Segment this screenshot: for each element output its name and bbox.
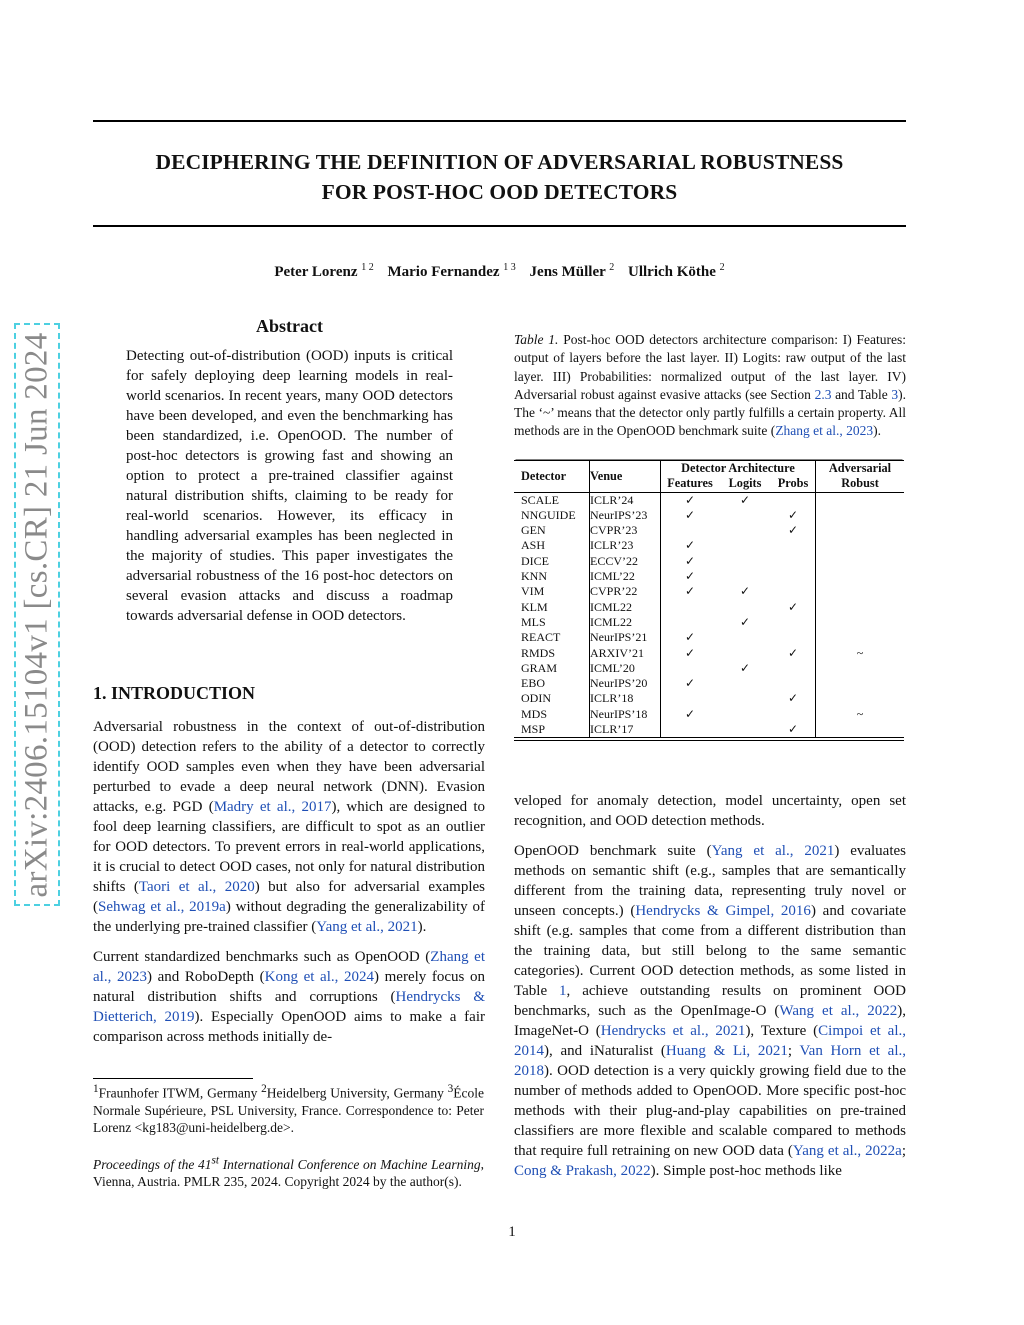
header-probs: Probs <box>771 476 816 492</box>
arxiv-stamp-text: arXiv:2406.15104v1 [cs.CR] 21 Jun 2024 <box>18 331 55 898</box>
probs-cell <box>771 538 816 553</box>
citation-link[interactable]: Hendrycks & Dietterich, 2019 <box>93 989 485 1025</box>
table-body <box>514 492 904 737</box>
title-line-2: FOR POST-HOC OOD DETECTORS <box>321 180 678 204</box>
citation-link[interactable]: Cong & Prakash, 2022 <box>514 1163 651 1179</box>
intro-paragraph-1: Adversarial robustness in the context of out-of-distribution (OOD) detection refers to the ability of a detector to correctly identify OOD samples even when they have been adversarial perturbed to evade a deep neural network (DNN). Evasion attacks, e.g. PGD (Madry et al., 2017), which are designed to fool deep learning classifiers, are difficult to spot as an outlier for OOD detectors. To prevent errors in real-world applications, it is crucial to detect OOD cases, not only for natural distribution shifts (Taori et al., 2020) but also for adversarial examples (Sehwag et al., 2019a) without degrading the generalizability of the underlying pre-trained classifier (Yang et al., 2021). <box>93 719 486 935</box>
probs-cell <box>771 661 816 676</box>
table-row <box>514 615 904 630</box>
probs-cell: ✓ <box>771 722 816 737</box>
table-bottom-double-rule <box>514 737 904 741</box>
robust-cell <box>816 523 905 538</box>
features-cell: ✓ <box>684 492 696 507</box>
table-row <box>514 722 904 737</box>
intro-paragraph-2: Current standardized benchmarks such as OpenOOD (Zhang et al., 2023) and RoboDepth (Kong et al., 2024) merely focus on natural distribution shifts and corruptions (Hendrycks & Dietterich, 2019). Especially OpenOOD aims to make a fair comparison across methods initially de- <box>93 949 486 1045</box>
table-caption: Table 1. Post-hoc OOD detectors architecture comparison: I) Features: output of layers before the last layer. II) Logits: raw output of the last layer. III) Probabilities: normalized output of the last layer. IV) Adversarial robust against evasive attacks (see Section 2.3 and Table 3). The ‘~’ means that the detector only partly fulfills a certain property. All methods are in the OpenOOD benchmark suite (Zhang et al., 2023). <box>514 332 907 439</box>
detector-cell: ASH <box>514 538 590 553</box>
detector-cell: ODIN <box>514 691 590 706</box>
venue-cell: ICLR’23 <box>590 538 661 553</box>
features-cell: ✓ <box>684 645 696 660</box>
author: Ullrich Köthe $^2$ <box>628 262 725 280</box>
robust-cell <box>816 508 905 523</box>
venue-cell: ICLR’17 <box>590 722 661 737</box>
detector-cell: KLM <box>514 600 590 615</box>
header-venue: Venue <box>590 461 661 493</box>
robust-cell <box>816 722 905 737</box>
venue-cell: ICLR’18 <box>590 691 661 706</box>
citation-link[interactable]: Yang et al., 2021 <box>316 919 418 935</box>
citation-link[interactable]: Taori et al., 2020 <box>138 879 255 895</box>
citation-link[interactable]: Zhang et al., 2023 <box>775 423 874 439</box>
author-list <box>93 262 906 281</box>
features-cell <box>661 661 720 676</box>
detector-cell: MSP <box>514 722 590 737</box>
robust-cell <box>816 569 905 584</box>
header-features: Features <box>667 476 713 491</box>
table-row <box>514 492 904 508</box>
citation-link[interactable]: Wang et al., 2022 <box>779 1003 898 1019</box>
abstract-text: Detecting out-of-distribution (OOD) inputs is critical for safely deploying deep learning models in real-world scenarios. In recent years, many OOD detectors have been developed, and even the benchmarking has been standardized, i.e. OpenOOD. The number of post-hoc detectors is growing fast and showing an option to protect a pre-trained classifier against natural distribution shifts, claiming to be ready for real-world scenarios. However, its efficacy in handling adversarial examples has been neglected in the majority of studies. This paper investigates the adversarial robustness of the 16 post-hoc detectors on several evasion attacks and discuss a roadmap towards adversarial defense in OOD detectors. <box>126 348 453 624</box>
venue-cell: NeurIPS’20 <box>590 676 661 691</box>
logits-cell <box>719 691 771 706</box>
arxiv-stamp[interactable] <box>14 323 60 906</box>
venue-cell: NeurIPS’18 <box>590 707 661 722</box>
abstract-heading: Abstract <box>256 316 323 336</box>
author: Mario Fernandez $^{1 3}$ <box>387 262 516 280</box>
features-cell: ✓ <box>684 706 696 721</box>
venue-cell: ECCV’22 <box>590 554 661 569</box>
features-cell: ✓ <box>684 569 696 584</box>
logits-cell <box>719 569 771 584</box>
probs-cell: ✓ <box>771 691 816 706</box>
features-cell: ✓ <box>684 676 696 691</box>
robust-cell <box>816 584 905 599</box>
introduction-heading: 1. INTRODUCTION <box>93 683 256 703</box>
features-cell <box>661 523 720 538</box>
author: Peter Lorenz $^{1 2}$ <box>274 262 374 280</box>
table-row <box>514 554 904 569</box>
venue-cell: NeurIPS’21 <box>590 630 661 645</box>
logits-cell <box>719 722 771 737</box>
detector-cell: REACT <box>514 630 590 645</box>
detector-cell: KNN <box>514 569 590 584</box>
robust-cell: ~ <box>856 645 864 660</box>
logits-cell: ✓ <box>739 660 751 675</box>
probs-cell: ✓ <box>771 523 816 538</box>
header-adversarial: Adversarial <box>828 461 892 475</box>
citation-link[interactable]: Zhang et al., 2023 <box>93 949 485 985</box>
citation-link[interactable]: Yang et al., 2022a <box>792 1143 902 1159</box>
logits-cell <box>719 630 771 645</box>
venue-cell: NeurIPS’23 <box>590 508 661 523</box>
table-row <box>514 569 904 584</box>
author: Jens Müller $^2$ <box>529 262 615 280</box>
venue-cell: ARXIV’21 <box>590 646 661 661</box>
robust-cell <box>816 492 905 508</box>
logits-cell: ✓ <box>739 584 751 599</box>
citation-link[interactable]: Hendrycks & Gimpel, 2016 <box>635 903 811 919</box>
header-architecture: Detector Architecture <box>661 461 816 477</box>
logits-cell <box>719 538 771 553</box>
title-line-1: DECIPHERING THE DEFINITION OF ADVERSARIAL ROBUSTNESS <box>155 150 844 174</box>
top-rule <box>93 120 906 122</box>
detector-cell: VIM <box>514 584 590 599</box>
citation-link[interactable]: Yang et al., 2021 <box>711 843 835 859</box>
logits-cell: ✓ <box>739 492 751 507</box>
right-column-body <box>514 791 906 1191</box>
citation-link[interactable]: Sehwag et al., 2019a <box>98 899 226 915</box>
header-logits: Logits <box>728 476 762 491</box>
robust-cell <box>816 600 905 615</box>
probs-cell: ✓ <box>771 646 816 661</box>
table-row <box>514 630 904 645</box>
robust-cell <box>816 676 905 691</box>
citation-link[interactable]: Hendrycks et al., 2021 <box>600 1023 746 1039</box>
citation-link[interactable]: Kong et al., 2024 <box>264 969 374 985</box>
detector-cell: NNGUIDE <box>514 508 590 523</box>
page-number: 1 <box>508 1224 516 1240</box>
features-cell: ✓ <box>684 630 696 645</box>
citation-link[interactable]: Madry et al., 2017 <box>213 799 332 815</box>
features-cell <box>661 615 720 630</box>
venue-cell: ICML’22 <box>590 569 661 584</box>
affiliation-footnote: $^1$Fraunhofer ITWM, Germany $^2$Heidelberg University, Germany $^3$École Normale Supérieure, PSL University, France. Correspondence to: Peter Lorenz <kg183@uni-heidelberg.de>. <box>93 1083 485 1135</box>
logits-cell <box>719 646 771 661</box>
logits-cell <box>719 600 771 615</box>
footnote-rule <box>93 1078 253 1079</box>
probs-cell <box>771 630 816 645</box>
citation-link[interactable]: Huang & Li, 2021 <box>665 1043 788 1059</box>
right-paragraph-1: veloped for anomaly detection, model uncertainty, open set recognition, and OOD detection methods. <box>514 793 906 829</box>
table-row <box>514 523 904 538</box>
detector-cell: SCALE <box>514 492 590 508</box>
detector-cell: MDS <box>514 707 590 722</box>
venue-cell: ICLR’24 <box>590 492 661 508</box>
header-detector: Detector <box>514 461 590 493</box>
table-row <box>514 508 904 523</box>
probs-cell <box>771 584 816 599</box>
venue-cell: ICML22 <box>590 600 661 615</box>
table-row <box>514 676 904 691</box>
robust-cell <box>816 661 905 676</box>
probs-cell <box>771 569 816 584</box>
citation-link[interactable]: Cimpoi et al., 2014 <box>514 1023 906 1059</box>
robust-cell: ~ <box>856 706 864 721</box>
detector-cell: GEN <box>514 523 590 538</box>
venue-cell: CVPR’23 <box>590 523 661 538</box>
table-row <box>514 538 904 553</box>
title-bottom-rule <box>93 225 906 227</box>
detector-cell: GRAM <box>514 661 590 676</box>
table-row <box>514 707 904 722</box>
logits-cell: ✓ <box>739 614 751 629</box>
features-cell <box>661 722 720 737</box>
table-row <box>514 584 904 599</box>
detector-cell: RMDS <box>514 646 590 661</box>
section-ref-link[interactable]: 2.3 <box>814 386 832 402</box>
detector-cell: MLS <box>514 615 590 630</box>
detector-cell: DICE <box>514 554 590 569</box>
table-row <box>514 661 904 676</box>
right-paragraph-2: OpenOOD benchmark suite (Yang et al., 2021) evaluates methods on semantic shift (e.g., samples that are semantically different from the training data, representing truly novel or unseen concepts.) (Hendrycks & Gimpel, 2016) and covariate shift (e.g. samples that come from a different distribution than the training data, but still belong to the same semantic categories). Current OOD detection methods, as some listed in Table 1, achieve outstanding results on prominent OOD benchmarks, such as the OpenImage-O (Wang et al., 2022), ImageNet-O (Hendrycks et al., 2021), Texture (Cimpoi et al., 2014), and iNaturalist (Huang & Li, 2021; Van Horn et al., 2018). OOD detection is a very quickly growing field due to the number of methods added to OpenOOD. More specific post-hoc methods with their plug-and-play capabilities on pre-trained classifiers are more flexible and scalable compared to methods that require full retraining on new OOD data (Yang et al., 2022a; Cong & Prakash, 2022). Simple post-hoc methods like <box>514 843 907 1179</box>
logits-cell <box>719 523 771 538</box>
robust-cell <box>816 630 905 645</box>
probs-cell <box>771 707 816 722</box>
robust-cell <box>816 691 905 706</box>
venue-cell: ICML’20 <box>590 661 661 676</box>
features-cell <box>661 691 720 706</box>
detector-table <box>514 460 904 741</box>
probs-cell: ✓ <box>771 508 816 523</box>
venue-cell: CVPR’22 <box>590 584 661 599</box>
table-ref-link[interactable]: 3 <box>891 386 899 402</box>
features-cell: ✓ <box>684 538 696 553</box>
robust-cell <box>816 615 905 630</box>
features-cell: ✓ <box>684 553 696 568</box>
logits-cell <box>719 554 771 569</box>
features-cell: ✓ <box>684 507 696 522</box>
table-row <box>514 646 904 661</box>
detector-cell: EBO <box>514 676 590 691</box>
logits-cell <box>719 508 771 523</box>
table-row <box>514 691 904 706</box>
robust-cell <box>816 554 905 569</box>
probs-cell <box>771 492 816 508</box>
probs-cell <box>771 676 816 691</box>
proceedings-note: Proceedings of the 41st International Conference on Machine Learning, Vienna, Austria. PMLR 235, 2024. Copyright 2024 by the author(s). <box>93 1154 484 1189</box>
probs-cell <box>771 615 816 630</box>
venue-cell: ICML22 <box>590 615 661 630</box>
robust-cell <box>816 538 905 553</box>
probs-cell: ✓ <box>771 600 816 615</box>
header-robust: Robust <box>841 476 879 491</box>
features-cell: ✓ <box>684 584 696 599</box>
paper-title <box>93 147 906 207</box>
left-column-body <box>93 717 485 1057</box>
table-ref-link[interactable]: 1 <box>559 983 567 999</box>
logits-cell <box>719 676 771 691</box>
citation-link[interactable]: Van Horn et al., 2018 <box>514 1043 906 1079</box>
features-cell <box>661 600 720 615</box>
table-row <box>514 600 904 615</box>
probs-cell <box>771 554 816 569</box>
logits-cell <box>719 707 771 722</box>
